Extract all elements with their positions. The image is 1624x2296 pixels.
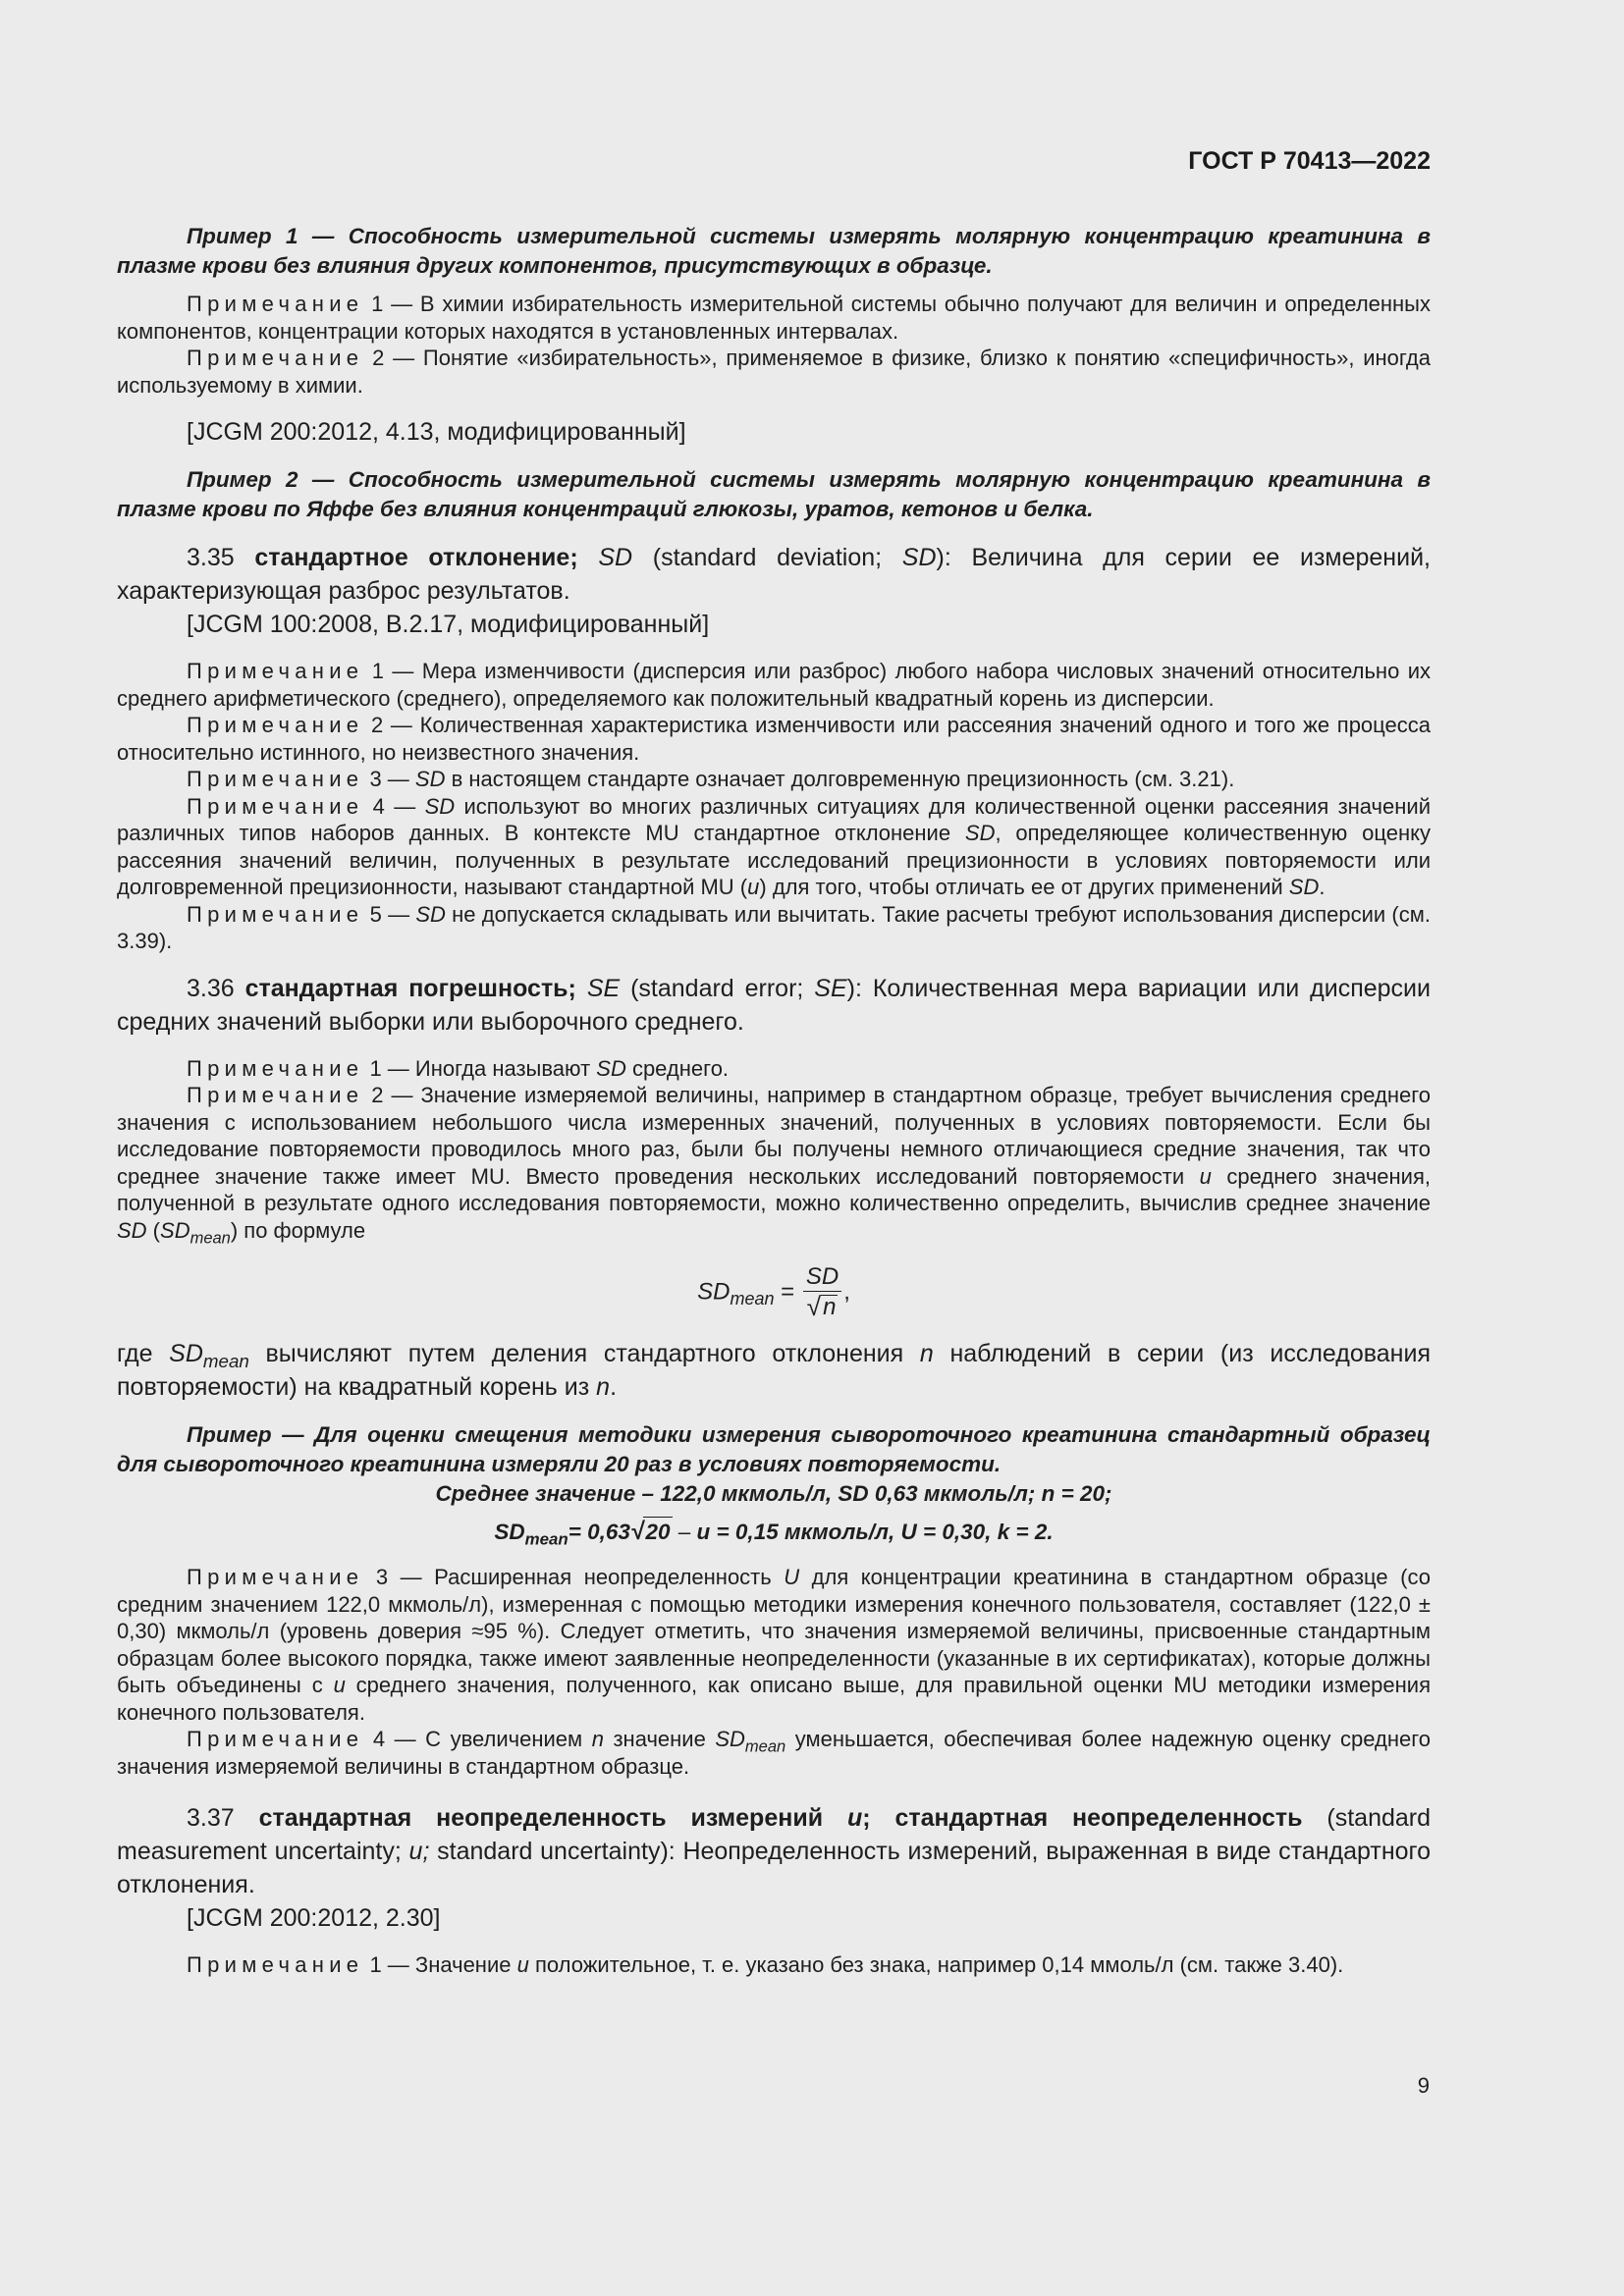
note-3-36-3: Примечание 3 — Расширенная неопределенность U для концентрации креатинина в стандартном образце (со средним значением 122,0 мкмоль/л), измеренная с помощью методики измерения конечного пользователя, составляет (122,0 ± 0,30) мкмоль/л (уровень доверия ≈95 %). Следует отметить, что значения измеряемой величины, присвоенные стандартным образцам более высокого порядка, также имеют заявленные неопределенности (указанные в их сертификатах), которые должны быть объединены с u среднего значения, полученного, как описано выше, для правильной оценки MU методики измерения конечного пользователя. [117, 1565, 1431, 1725]
note-3-36-4: Примечание 4 — С увеличением n значение $SD_{mean}$ уменьшается, обеспечивая более надежную оценку среднего значения измеряемой величины в стандартном образце. [117, 1727, 1431, 1779]
note-1: Примечание 1 — В химии избирательность измерительной системы обычно получают для величин и определенных компонентов, концентрации которых находятся в установленных интервалах. [117, 292, 1431, 344]
note-3-37-1: Примечание 1 — Значение u положительное, т. е. указано без знака, например 0,14 ммоль/л (см. также 3.40). [187, 1952, 1344, 1977]
example-3-line-2: $SD_{mean}= 0,63$ √ 20 – u = 0,15 мкмоль/л, U = 0,30, k = 2. [494, 1519, 1054, 1549]
note-2: Примечание 2 — Понятие «избирательность», применяемое в физике, близко к понятию «специфичность», иногда используемому в химии. [117, 346, 1431, 398]
where-clause: где $SD_{mean}$ вычисляют путем деления стандартного отклонения n наблюдений в серии (из исследования повторяемости) на квадратный корень из n. [117, 1340, 1431, 1401]
example-3-line-1: Среднее значение – 122,0 мкмоль/л, SD 0,63 мкмоль/л; n = 20; [435, 1481, 1112, 1506]
standard-header: ГОСТ Р 70413—2022 [1188, 147, 1431, 175]
page-number: 9 [1417, 2073, 1430, 2098]
note-3-35-3: Примечание 3 — SD в настоящем стандарте означает долговременную прецизионность (см. 3.21). [187, 767, 1235, 791]
example-1: Пример 1 — Способность измерительной системы измерять молярную концентрацию креатинина в плазме крови без влияния других компонентов, присутствующих в образце. [117, 224, 1431, 278]
sd-mean-formula: $SD_{mean}$ = SD √ n , [697, 1263, 850, 1321]
reference-2: [JCGM 100:2008, B.2.17, модифицированный] [187, 611, 710, 638]
term-3-37: 3.37 стандартная неопределенность измерений u; стандартная неопределенность (standard measurement uncertainty; u; standard uncertainty): Неопределенность измерений, выраженная в виде стандартного отклонения. [117, 1804, 1432, 1898]
note-3-35-2: Примечание 2 — Количественная характеристика изменчивости или рассеяния значений одного и того же процесса относительно истинного, но неизвестного значения. [117, 713, 1431, 765]
reference-1: [JCGM 200:2012, 4.13, модифицированный] [187, 418, 686, 446]
term-3-36: 3.36 стандартная погрешность; SE (standard error; SE): Количественная мера вариации или дисперсии средних значений выборки или выборочного среднего. [117, 974, 1431, 1036]
note-3-35-4: Примечание 4 — SD используют во многих различных ситуациях для количественной оценки рассеяния значений различных типов наборов данных. В контексте MU стандартное отклонение SD, определяющее количественную оценку рассеяния значений величин, полученных в результате исследований прецизионности в условиях повторяемости или долговременной прецизионности, называют стандартной MU (u) для того, чтобы отличать ее от других применений SD. [117, 793, 1431, 899]
page-content [117, 222, 1431, 1979]
example-3: Пример — Для оценки смещения методики измерения сывороточного креатинина стандартный образец для сывороточного креатинина измеряли 20 раз в условиях повторяемости. [117, 1422, 1431, 1476]
note-3-35-5: Примечание 5 — SD не допускается складывать или вычитать. Такие расчеты требуют использования дисперсии (см. 3.39). [117, 901, 1431, 953]
reference-3: [JCGM 200:2012, 2.30] [187, 1904, 441, 1932]
example-2: Пример 2 — Способность измерительной системы измерять молярную концентрацию креатинина в плазме крови по Яффе без влияния концентраций глюкозы, уратов, кетонов и белка. [117, 467, 1431, 521]
note-3-35-1: Примечание 1 — Мера изменчивости (дисперсия или разброс) любого набора числовых значений относительно их среднего арифметического (среднего), определяемого как положительный квадратный корень из дисперсии. [117, 659, 1431, 711]
note-3-36-1: Примечание 1 — Иногда называют SD среднего. [187, 1055, 730, 1081]
note-3-36-2: Примечание 2 — Значение измеряемой величины, например в стандартном образце, требует вычисления среднего значения с использованием небольшого числа измеренных значений, полученных в условиях повторяемости. Если бы исследование повторяемости проводилось много раз, были бы получены немного отличающиеся средние значения, так что среднее значение также имеет MU. Вместо проведения нескольких исследований повторяемости u среднего значения, полученной в результате одного исследования повторяемости, можно количественно определить, вычислив среднее значение SD $(SD_{mean})$ по формуле [117, 1083, 1431, 1247]
term-3-35: 3.35 стандартное отклонение; SD (standard deviation; SD): Величина для серии ее измерений, характеризующая разброс результатов. [117, 544, 1431, 605]
